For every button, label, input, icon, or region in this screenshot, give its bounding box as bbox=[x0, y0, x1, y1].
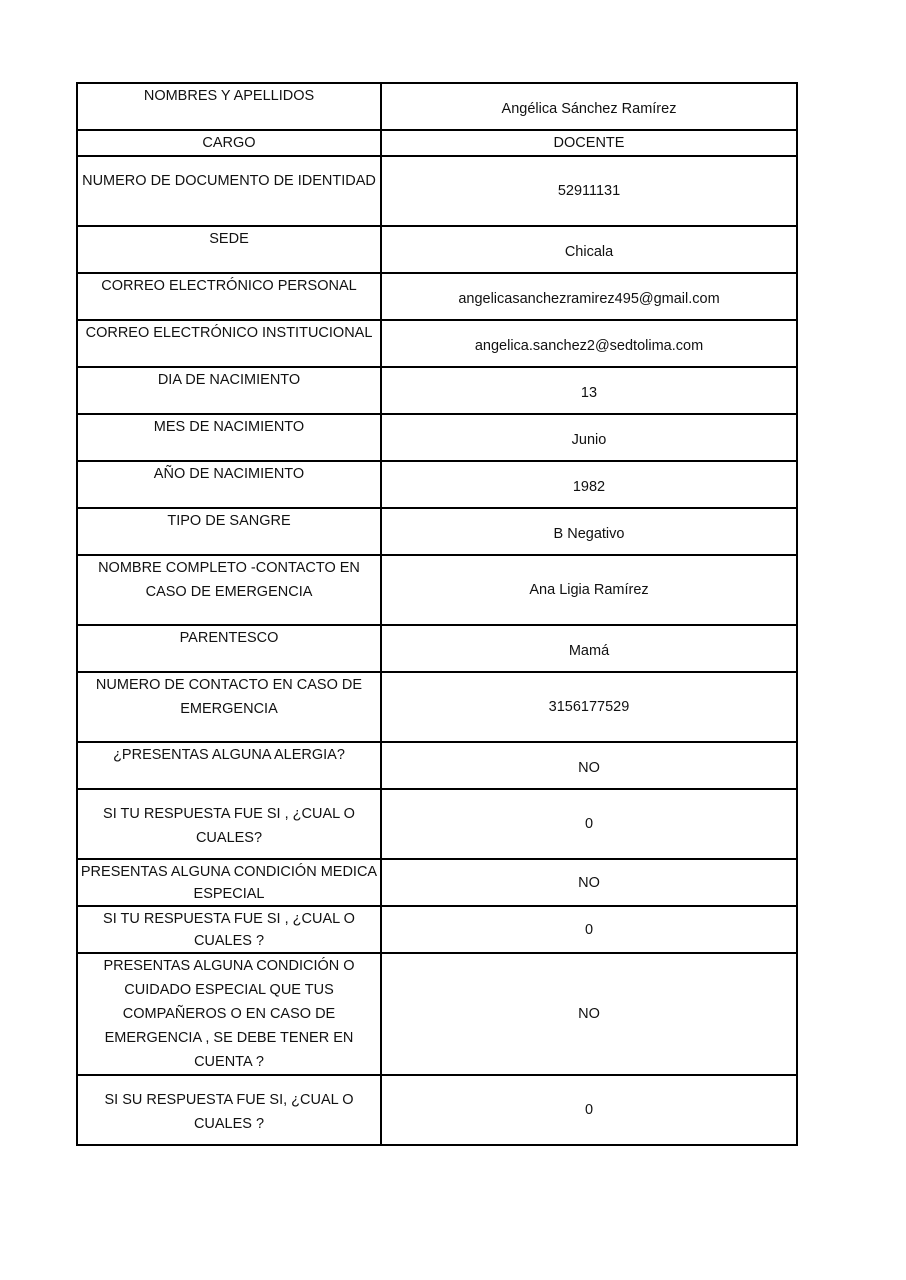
field-label: PRESENTAS ALGUNA CONDICIÓN O CUIDADO ESPECIAL QUE TUS COMPAÑEROS O EN CASO DE EMERGENCIA , SE DEBE TENER EN CUENTA ? bbox=[77, 953, 381, 1075]
field-label: CORREO ELECTRÓNICO INSTITUCIONAL bbox=[77, 320, 381, 367]
field-value: Junio bbox=[381, 414, 797, 461]
table-row-tipo-sangre bbox=[77, 508, 797, 555]
table-row-alergia-cuales bbox=[77, 789, 797, 859]
table-row-dia-nacimiento bbox=[77, 367, 797, 414]
field-value: NO bbox=[381, 859, 797, 906]
field-label: NOMBRE COMPLETO -CONTACTO EN CASO DE EMERGENCIA bbox=[77, 555, 381, 625]
table-row-correo-personal bbox=[77, 273, 797, 320]
field-value: 13 bbox=[381, 367, 797, 414]
field-label: SI TU RESPUESTA FUE SI , ¿CUAL O CUALES ? bbox=[77, 906, 381, 953]
field-label: SI TU RESPUESTA FUE SI , ¿CUAL O CUALES? bbox=[77, 789, 381, 859]
table-row-numero-emergencia bbox=[77, 672, 797, 742]
field-label: NUMERO DE DOCUMENTO DE IDENTIDAD bbox=[77, 156, 381, 226]
field-value: 0 bbox=[381, 906, 797, 953]
field-value: 3156177529 bbox=[381, 672, 797, 742]
table-row-parentesco bbox=[77, 625, 797, 672]
personal-data-form-table bbox=[76, 82, 798, 1146]
table-row-condicion-medica-cuales bbox=[77, 906, 797, 953]
field-label: PRESENTAS ALGUNA CONDICIÓN MEDICA ESPECIAL bbox=[77, 859, 381, 906]
field-value: B Negativo bbox=[381, 508, 797, 555]
table-row-cuidado-especial-cuales bbox=[77, 1075, 797, 1145]
field-value: 52911131 bbox=[381, 156, 797, 226]
field-label: NOMBRES Y APELLIDOS bbox=[77, 83, 381, 130]
field-label: ¿PRESENTAS ALGUNA ALERGIA? bbox=[77, 742, 381, 789]
field-label: PARENTESCO bbox=[77, 625, 381, 672]
table-row-nombres bbox=[77, 83, 797, 130]
field-value: 0 bbox=[381, 789, 797, 859]
field-label: CARGO bbox=[77, 130, 381, 156]
field-value: angelicasanchezramirez495@gmail.com bbox=[381, 273, 797, 320]
table-row-sede bbox=[77, 226, 797, 273]
field-label: DIA DE NACIMIENTO bbox=[77, 367, 381, 414]
field-value: NO bbox=[381, 742, 797, 789]
field-label: SI SU RESPUESTA FUE SI, ¿CUAL O CUALES ? bbox=[77, 1075, 381, 1145]
field-value: angelica.sanchez2@sedtolima.com bbox=[381, 320, 797, 367]
field-value: Ana Ligia Ramírez bbox=[381, 555, 797, 625]
table-row-ano-nacimiento bbox=[77, 461, 797, 508]
table-row-alergia bbox=[77, 742, 797, 789]
field-label: SEDE bbox=[77, 226, 381, 273]
field-value: NO bbox=[381, 953, 797, 1075]
field-value: DOCENTE bbox=[381, 130, 797, 156]
field-value: 1982 bbox=[381, 461, 797, 508]
field-label: CORREO ELECTRÓNICO PERSONAL bbox=[77, 273, 381, 320]
table-row-cuidado-especial bbox=[77, 953, 797, 1075]
table-row-condicion-medica bbox=[77, 859, 797, 906]
field-label: TIPO DE SANGRE bbox=[77, 508, 381, 555]
table-row-mes-nacimiento bbox=[77, 414, 797, 461]
field-label: NUMERO DE CONTACTO EN CASO DE EMERGENCIA bbox=[77, 672, 381, 742]
table-row-documento bbox=[77, 156, 797, 226]
field-value: Mamá bbox=[381, 625, 797, 672]
field-value: Chicala bbox=[381, 226, 797, 273]
table-row-correo-institucional bbox=[77, 320, 797, 367]
table-row-contacto-emergencia bbox=[77, 555, 797, 625]
field-value: 0 bbox=[381, 1075, 797, 1145]
field-label: AÑO DE NACIMIENTO bbox=[77, 461, 381, 508]
field-value: Angélica Sánchez Ramírez bbox=[381, 83, 797, 130]
field-label: MES DE NACIMIENTO bbox=[77, 414, 381, 461]
table-row-cargo bbox=[77, 130, 797, 156]
